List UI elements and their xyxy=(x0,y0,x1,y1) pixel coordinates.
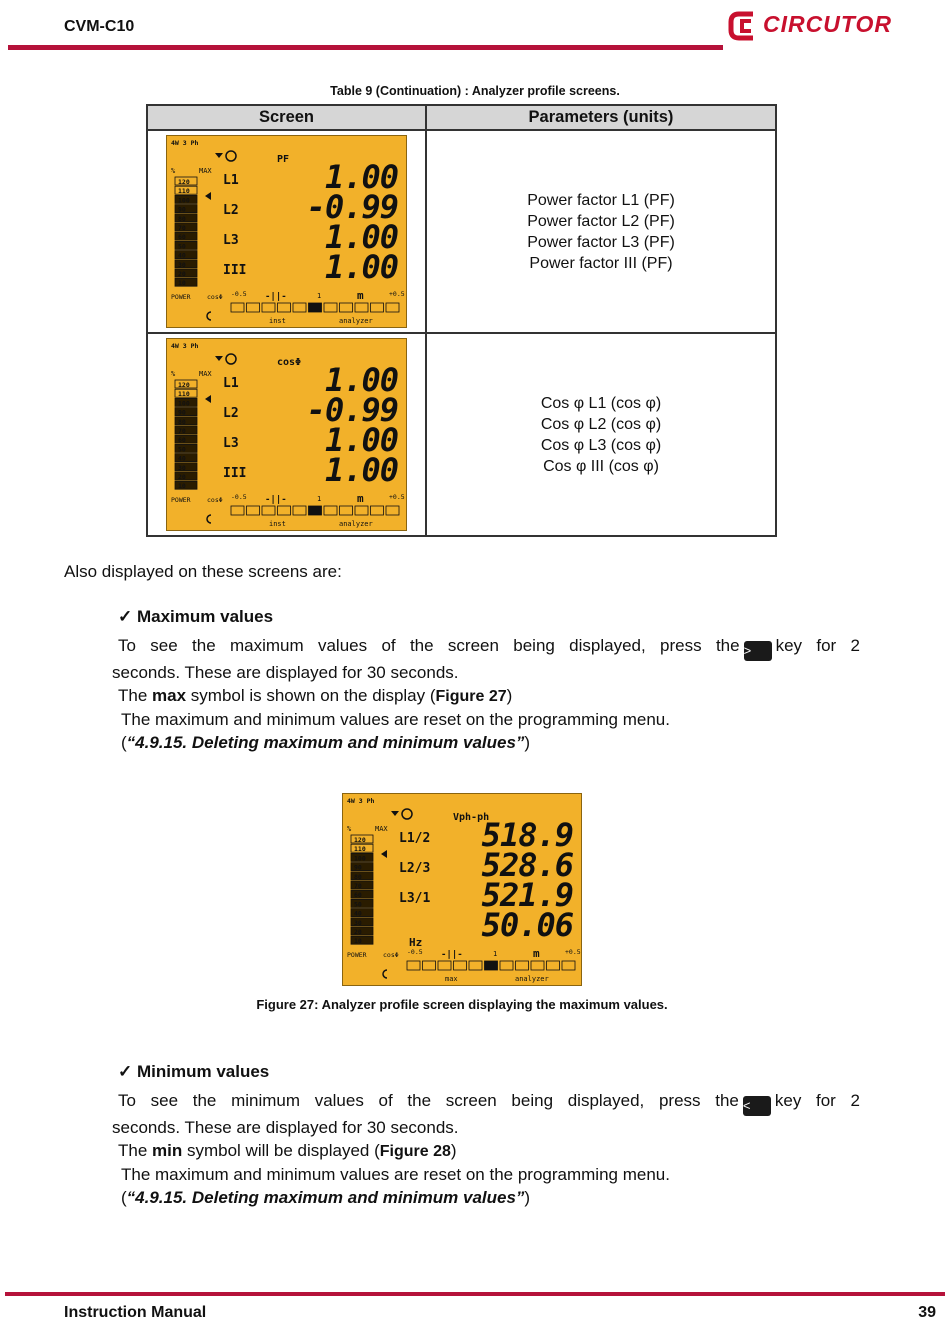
inductor-icon: m xyxy=(533,947,540,960)
lock-icon xyxy=(207,515,211,523)
logo-text: CIRCUTOR xyxy=(763,11,892,37)
min-line-1 xyxy=(112,1089,860,1116)
pf-scale-segment xyxy=(340,303,353,312)
param-line: Power factor L3 (PF) xyxy=(527,233,675,251)
lcd-config-label: 4W 3 Ph xyxy=(171,139,199,147)
lcd-neg-label: -0.5 xyxy=(231,493,247,501)
min-text-a: To see the minimum values of the screen being displayed, press the xyxy=(118,1091,739,1110)
bar-scale-label: 60 xyxy=(354,891,362,900)
bar-scale-label: 40 xyxy=(178,454,186,463)
figure-ref: Figure 28 xyxy=(379,1143,451,1160)
figure-27-caption: Figure 27: Analyzer profile screen displaying the maximum values. xyxy=(256,997,668,1012)
lcd-pos-label: +0.5 xyxy=(565,948,581,956)
pf-scale-segment xyxy=(231,303,244,312)
bar-scale-label: 30 xyxy=(354,918,362,927)
lock-icon xyxy=(383,970,387,978)
down-arrow-icon xyxy=(215,356,223,361)
param-line: Cos φ L2 (cos φ) xyxy=(540,415,662,433)
bar-scale-label: 100 xyxy=(354,854,366,863)
section-ref: “4.9.15. Deleting maximum and minimum values” xyxy=(126,733,525,752)
bar-scale-label: 110 xyxy=(178,390,190,399)
footer-label: Instruction Manual xyxy=(64,1304,207,1321)
text-span: The xyxy=(118,1141,153,1160)
lcd-value: 1.00 xyxy=(324,451,398,489)
lcd-mode-label: inst xyxy=(269,317,286,325)
bar-scale-label: 60 xyxy=(178,233,186,242)
check-icon: ✓ xyxy=(118,1062,133,1081)
lcd-line-label: L1 xyxy=(223,173,239,188)
lcd-svg xyxy=(167,136,406,327)
bar-pointer-icon xyxy=(205,192,211,200)
lcd-svg xyxy=(343,794,581,985)
lcd-line-label: L2/3 xyxy=(399,861,431,876)
pf-scale-segment xyxy=(309,303,322,312)
min-line-2: seconds. These are displayed for 30 seconds. xyxy=(112,1118,459,1137)
lcd-power-factor xyxy=(166,135,407,328)
bar-scale-label: 120 xyxy=(178,178,190,186)
min-paragraph xyxy=(112,1089,860,1209)
pf-scale-segment xyxy=(407,961,420,970)
pf-scale-segment xyxy=(324,506,337,515)
figure-ref: Figure 27 xyxy=(435,688,507,705)
footer-rule xyxy=(5,1292,945,1296)
pf-scale-segment xyxy=(531,961,544,970)
text-span: ) xyxy=(524,1188,531,1207)
lcd-line-label: L2 xyxy=(223,203,239,218)
capacitor-icon: -||- xyxy=(265,495,287,505)
lock-icon xyxy=(207,312,211,320)
pf-scale-segment xyxy=(324,303,337,312)
text-span: symbol is shown on the display ( xyxy=(186,686,436,705)
max-section-heading xyxy=(118,607,273,627)
pf-scale-segment xyxy=(485,961,498,970)
table-caption: Table 9 (Continuation) : Analyzer profile screens. xyxy=(330,84,620,98)
text-span: ) xyxy=(506,686,513,705)
lcd-line-label: L3/1 xyxy=(399,891,431,906)
inductor-icon: m xyxy=(357,492,364,505)
lcd-value: 1.00 xyxy=(324,248,398,286)
bar-scale-label: 50 xyxy=(178,242,186,251)
lcd-power-label: POWER xyxy=(171,496,191,504)
lcd-max-label: MAX xyxy=(199,370,212,378)
text-span: symbol will be displayed ( xyxy=(182,1141,380,1160)
lcd-one-label: 1 xyxy=(317,292,322,300)
lcd-svg xyxy=(167,339,406,530)
lcd-value: 50.06 xyxy=(481,906,573,944)
logo-mark-icon xyxy=(727,8,761,44)
pf-scale-segment xyxy=(340,506,353,515)
pf-scale-segment xyxy=(438,961,451,970)
lcd-value: 528.6 xyxy=(481,846,573,884)
lcd-mode-label: max xyxy=(445,975,458,983)
param-line: Power factor III (PF) xyxy=(529,254,673,272)
screen-cell xyxy=(147,333,426,536)
down-arrow-icon xyxy=(215,153,223,158)
pf-scale-segment xyxy=(562,961,575,970)
lcd-percent-label: % xyxy=(347,825,352,833)
min-line-5 xyxy=(112,1186,860,1209)
max-line-1 xyxy=(112,634,860,661)
lcd-line-label: L1 xyxy=(223,376,239,391)
bar-scale-label: 50 xyxy=(178,445,186,454)
max-line-4: The maximum and minimum values are reset on the programming menu. xyxy=(121,710,670,729)
parameters-cell xyxy=(426,333,776,536)
max-text-a: To see the maximum values of the screen being displayed, press the xyxy=(118,636,740,655)
param-line: Cos φ III (cos φ) xyxy=(543,457,659,475)
pf-scale-segment xyxy=(386,506,399,515)
bar-scale-label: 10 xyxy=(354,937,362,946)
column-header-parameters: Parameters (units) xyxy=(426,105,776,130)
bar-scale-label: 100 xyxy=(178,399,190,408)
text-span: The xyxy=(118,686,153,705)
lcd-max-values xyxy=(342,793,582,986)
lcd-power-label: POWER xyxy=(171,293,191,301)
min-key-suffix: key for 2 xyxy=(774,1091,860,1110)
min-line-3 xyxy=(112,1139,860,1163)
param-line: Cos φ L1 (cos φ) xyxy=(540,394,662,412)
bar-scale-label: 60 xyxy=(178,436,186,445)
heading-label: Minimum values xyxy=(136,1062,270,1081)
bar-scale-label: 110 xyxy=(178,187,190,196)
table-row xyxy=(147,333,776,536)
pf-scale-segment xyxy=(247,303,260,312)
analyzer-screens-table xyxy=(146,104,777,537)
lcd-value: 521.9 xyxy=(481,876,573,914)
ct-symbol-icon xyxy=(226,354,236,364)
param-line: Power factor L1 (PF) xyxy=(527,191,675,209)
bar-scale-label: 90 xyxy=(178,205,186,214)
lcd-analyzer-label: analyzer xyxy=(339,520,373,528)
lcd-analyzer-label: analyzer xyxy=(339,317,373,325)
lcd-line-label: L3 xyxy=(223,436,239,451)
bar-scale-label: 70 xyxy=(354,882,362,890)
bar-scale-label: 50 xyxy=(354,900,362,909)
pf-scale-segment xyxy=(262,303,275,312)
pf-scale-segment xyxy=(262,506,275,515)
bar-scale-label: 80 xyxy=(354,872,362,881)
bar-scale-label: 20 xyxy=(178,270,186,278)
lcd-value: 1.00 xyxy=(324,361,398,399)
pf-scale-segment xyxy=(547,961,560,970)
table-row xyxy=(147,130,776,333)
lcd-line-label: L1/2 xyxy=(399,831,431,846)
bar-pointer-icon xyxy=(205,395,211,403)
lcd-value: 518.9 xyxy=(481,816,573,854)
pf-scale-segment xyxy=(371,506,384,515)
text-span: ( xyxy=(121,1188,127,1207)
lcd-power-label: POWER xyxy=(347,951,367,959)
lcd-cos-phi xyxy=(166,338,407,531)
parameters-cell xyxy=(426,130,776,333)
bar-scale-label: 30 xyxy=(178,463,186,472)
lcd-line-label: III xyxy=(223,466,247,481)
bar-scale-label: 70 xyxy=(178,224,186,232)
lcd-percent-label: % xyxy=(171,167,176,175)
pf-scale-segment xyxy=(500,961,513,970)
lcd-top-label: Vph-ph xyxy=(453,812,490,823)
lcd-line-label: III xyxy=(223,263,247,278)
lcd-hz-label: Hz xyxy=(409,936,423,949)
lcd-cos-label: cosΦ xyxy=(207,293,223,301)
bar-scale-label: 20 xyxy=(178,473,186,481)
bar-scale-label: 10 xyxy=(178,279,186,288)
ct-symbol-icon xyxy=(226,151,236,161)
pf-scale-segment xyxy=(231,506,244,515)
lcd-pos-label: +0.5 xyxy=(389,493,405,501)
lcd-mode-label: inst xyxy=(269,520,286,528)
lcd-max-label: MAX xyxy=(375,825,388,833)
min-line-4: The maximum and minimum values are reset on the programming menu. xyxy=(121,1165,670,1184)
lcd-one-label: 1 xyxy=(317,495,322,503)
document-title: CVM-C10 xyxy=(64,18,135,35)
lcd-line-label: L2 xyxy=(223,406,239,421)
pf-scale-segment xyxy=(278,303,291,312)
max-line-3 xyxy=(112,684,860,708)
bar-scale-label: 120 xyxy=(354,836,366,844)
lcd-analyzer-label: analyzer xyxy=(515,975,549,983)
intro-text: Also displayed on these screens are: xyxy=(64,562,342,581)
lcd-one-label: 1 xyxy=(493,950,498,958)
pf-scale-segment xyxy=(469,961,482,970)
max-line-2: seconds. These are displayed for 30 seconds. xyxy=(112,663,459,682)
ct-symbol-icon xyxy=(402,809,412,819)
lcd-value: -0.99 xyxy=(306,188,398,226)
param-line: Cos φ L3 (cos φ) xyxy=(540,436,662,454)
capacitor-icon: -||- xyxy=(441,950,463,960)
heading-label: Maximum values xyxy=(136,607,274,626)
param-line: Power factor L2 (PF) xyxy=(527,212,675,230)
check-icon: ✓ xyxy=(118,607,133,626)
pf-scale-segment xyxy=(293,506,306,515)
max-paragraph xyxy=(112,634,860,754)
bar-scale-label: 90 xyxy=(178,408,186,417)
capacitor-icon: -||- xyxy=(265,292,287,302)
lcd-top-label: cosΦ xyxy=(277,357,302,368)
lcd-cos-label: cosΦ xyxy=(383,951,399,959)
pf-scale-segment xyxy=(355,506,368,515)
section-ref: “4.9.15. Deleting maximum and minimum values” xyxy=(126,1188,525,1207)
pf-scale-segment xyxy=(371,303,384,312)
bar-scale-label: 40 xyxy=(354,909,362,918)
pf-scale-segment xyxy=(423,961,436,970)
lcd-neg-label: -0.5 xyxy=(231,290,247,298)
lcd-config-label: 4W 3 Ph xyxy=(171,342,199,350)
min-section-heading xyxy=(118,1062,269,1082)
bar-scale-label: 80 xyxy=(178,214,186,223)
bar-scale-label: 40 xyxy=(178,251,186,260)
page-number: 39 xyxy=(918,1304,936,1321)
bar-pointer-icon xyxy=(381,850,387,858)
lcd-config-label: 4W 3 Ph xyxy=(347,797,375,805)
bar-scale-label: 90 xyxy=(354,863,362,872)
min-symbol-text: min xyxy=(152,1141,183,1160)
right-arrow-key-icon: > xyxy=(744,641,772,661)
text-span: ) xyxy=(450,1141,457,1160)
column-header-screen: Screen xyxy=(147,105,426,130)
table-header-row xyxy=(147,105,776,130)
lcd-value: -0.99 xyxy=(306,391,398,429)
bar-scale-label: 110 xyxy=(354,845,366,854)
pf-scale-segment xyxy=(454,961,467,970)
pf-scale-segment xyxy=(355,303,368,312)
bar-scale-label: 10 xyxy=(178,482,186,491)
text-span: ( xyxy=(121,733,127,752)
header-rule xyxy=(8,45,723,50)
lcd-line-label: L3 xyxy=(223,233,239,248)
bar-scale-label: 80 xyxy=(178,417,186,426)
left-arrow-key-icon: < xyxy=(743,1096,771,1116)
pf-scale-segment xyxy=(386,303,399,312)
bar-scale-label: 20 xyxy=(354,928,362,936)
pf-scale-segment xyxy=(516,961,529,970)
max-key-suffix: key for 2 xyxy=(775,636,860,655)
bar-scale-label: 120 xyxy=(178,381,190,389)
lcd-percent-label: % xyxy=(171,370,176,378)
figure-27-image xyxy=(342,793,582,986)
pf-scale-segment xyxy=(278,506,291,515)
pf-scale-segment xyxy=(247,506,260,515)
down-arrow-icon xyxy=(391,811,399,816)
text-span: ) xyxy=(524,733,531,752)
lcd-value: 1.00 xyxy=(324,421,398,459)
max-line-5 xyxy=(112,731,860,754)
lcd-max-label: MAX xyxy=(199,167,212,175)
pf-scale-segment xyxy=(293,303,306,312)
lcd-value: 1.00 xyxy=(324,218,398,256)
lcd-pos-label: +0.5 xyxy=(389,290,405,298)
screen-cell xyxy=(147,130,426,333)
inductor-icon: m xyxy=(357,289,364,302)
lcd-value: 1.00 xyxy=(324,158,398,196)
bar-scale-label: 100 xyxy=(178,196,190,205)
max-symbol-text: max xyxy=(152,686,187,705)
bar-scale-label: 30 xyxy=(178,260,186,269)
lcd-top-label: PF xyxy=(277,154,290,165)
pf-scale-segment xyxy=(309,506,322,515)
lcd-neg-label: -0.5 xyxy=(407,948,423,956)
circutor-logo xyxy=(727,8,902,44)
lcd-cos-label: cosΦ xyxy=(207,496,223,504)
bar-scale-label: 70 xyxy=(178,427,186,435)
